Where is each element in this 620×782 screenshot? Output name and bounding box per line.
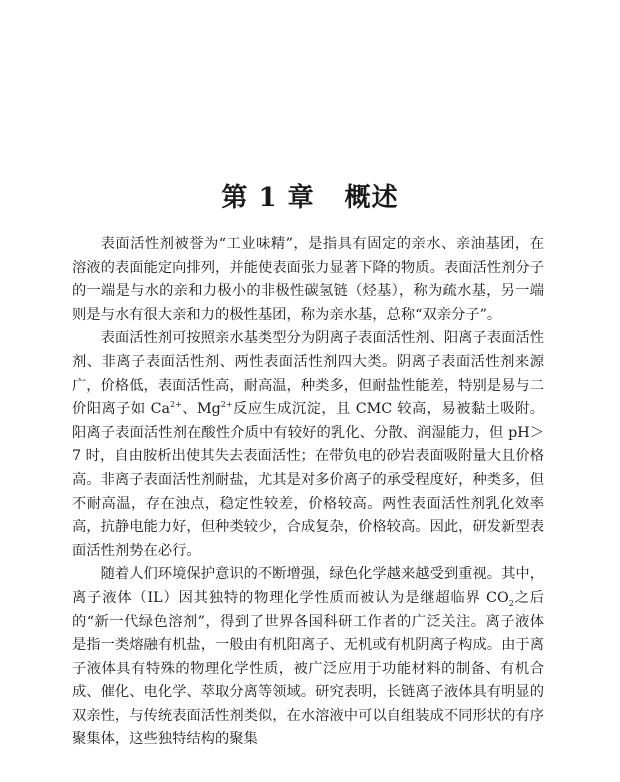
paragraph-1	[72, 233, 544, 327]
subscript: 2	[508, 598, 514, 608]
chapter-number: 第 1 章	[221, 183, 315, 214]
paragraph-2	[72, 327, 544, 563]
chapter-heading	[0, 177, 620, 214]
superscript: 2+	[170, 400, 182, 410]
text-run: 、Mg	[181, 401, 221, 418]
paragraph-3	[72, 563, 544, 752]
text-run: 反应生成沉淀，且 CMC 较高，易被黏土吸附。阳离子表面活性剂在酸性介质中有较好的乳化、分散、润湿能力，但 pH＞7 时，自由胺析出使其失去表面活性；在带负电的砂岩表面吸附量大且价格高。非离子表面活性剂耐盐，尤其是对多价离子的承受程度好，种类多，但不耐高温，存在浊点，稳定性较差，价格较高。两性表面活性剂乳化效率高，抗静电能力好，但种类较少，合成复杂，价格较高。因此，研发新型表面活性剂势在必行。	[72, 401, 544, 559]
chapter-title: 概述	[344, 183, 399, 214]
superscript: 2+	[220, 400, 233, 410]
text-run: 表面活性剂可按照亲水基类型分为阴离子表面活性剂、阳离子表面活性剂、非离子表面活性剂、两性表面活性剂四大类。阴离子表面活性剂来源广，价格低，表面活性高，耐高温，种类多，但耐盐性能差，特别是易与二价阳离子如 Ca	[72, 330, 544, 418]
text-run: 随着人们环境保护意识的不断增强，绿色化学越来越受到重视。其中，离子液体（IL）因其独特的物理化学性质而被认为是继超临界 CO	[72, 566, 544, 606]
text-run: 之后的“新一代绿色溶剂”，得到了世界各国科研工作者的广泛关注。离子液体是指一类熔融有机盐，一般由有机阳离子、无机或有机阴离子构成。由于离子液体具有特殊的物理化学性质，被广泛应用于功能材料的制备、有机合成、催化、电化学、萃取分离等领域。研究表明，长链离子液体具有明显的双亲性，与传统表面活性剂类似，在水溶液中可以自组装成不同形状的有序聚集体，这些独特结构的聚集	[72, 589, 545, 748]
chapter-body	[72, 233, 544, 752]
text-run: 表面活性剂被誉为“工业味精”，是指具有固定的亲水、亲油基团，在溶液的表面能定向排列，并能使表面张力显著下降的物质。表面活性剂分子的一端是与水的亲和力极小的非极性碳氢链（烃基），称为疏水基，另一端则是与水有很大亲和力的极性基团，称为亲水基，总称“双亲分子”。	[72, 236, 544, 323]
